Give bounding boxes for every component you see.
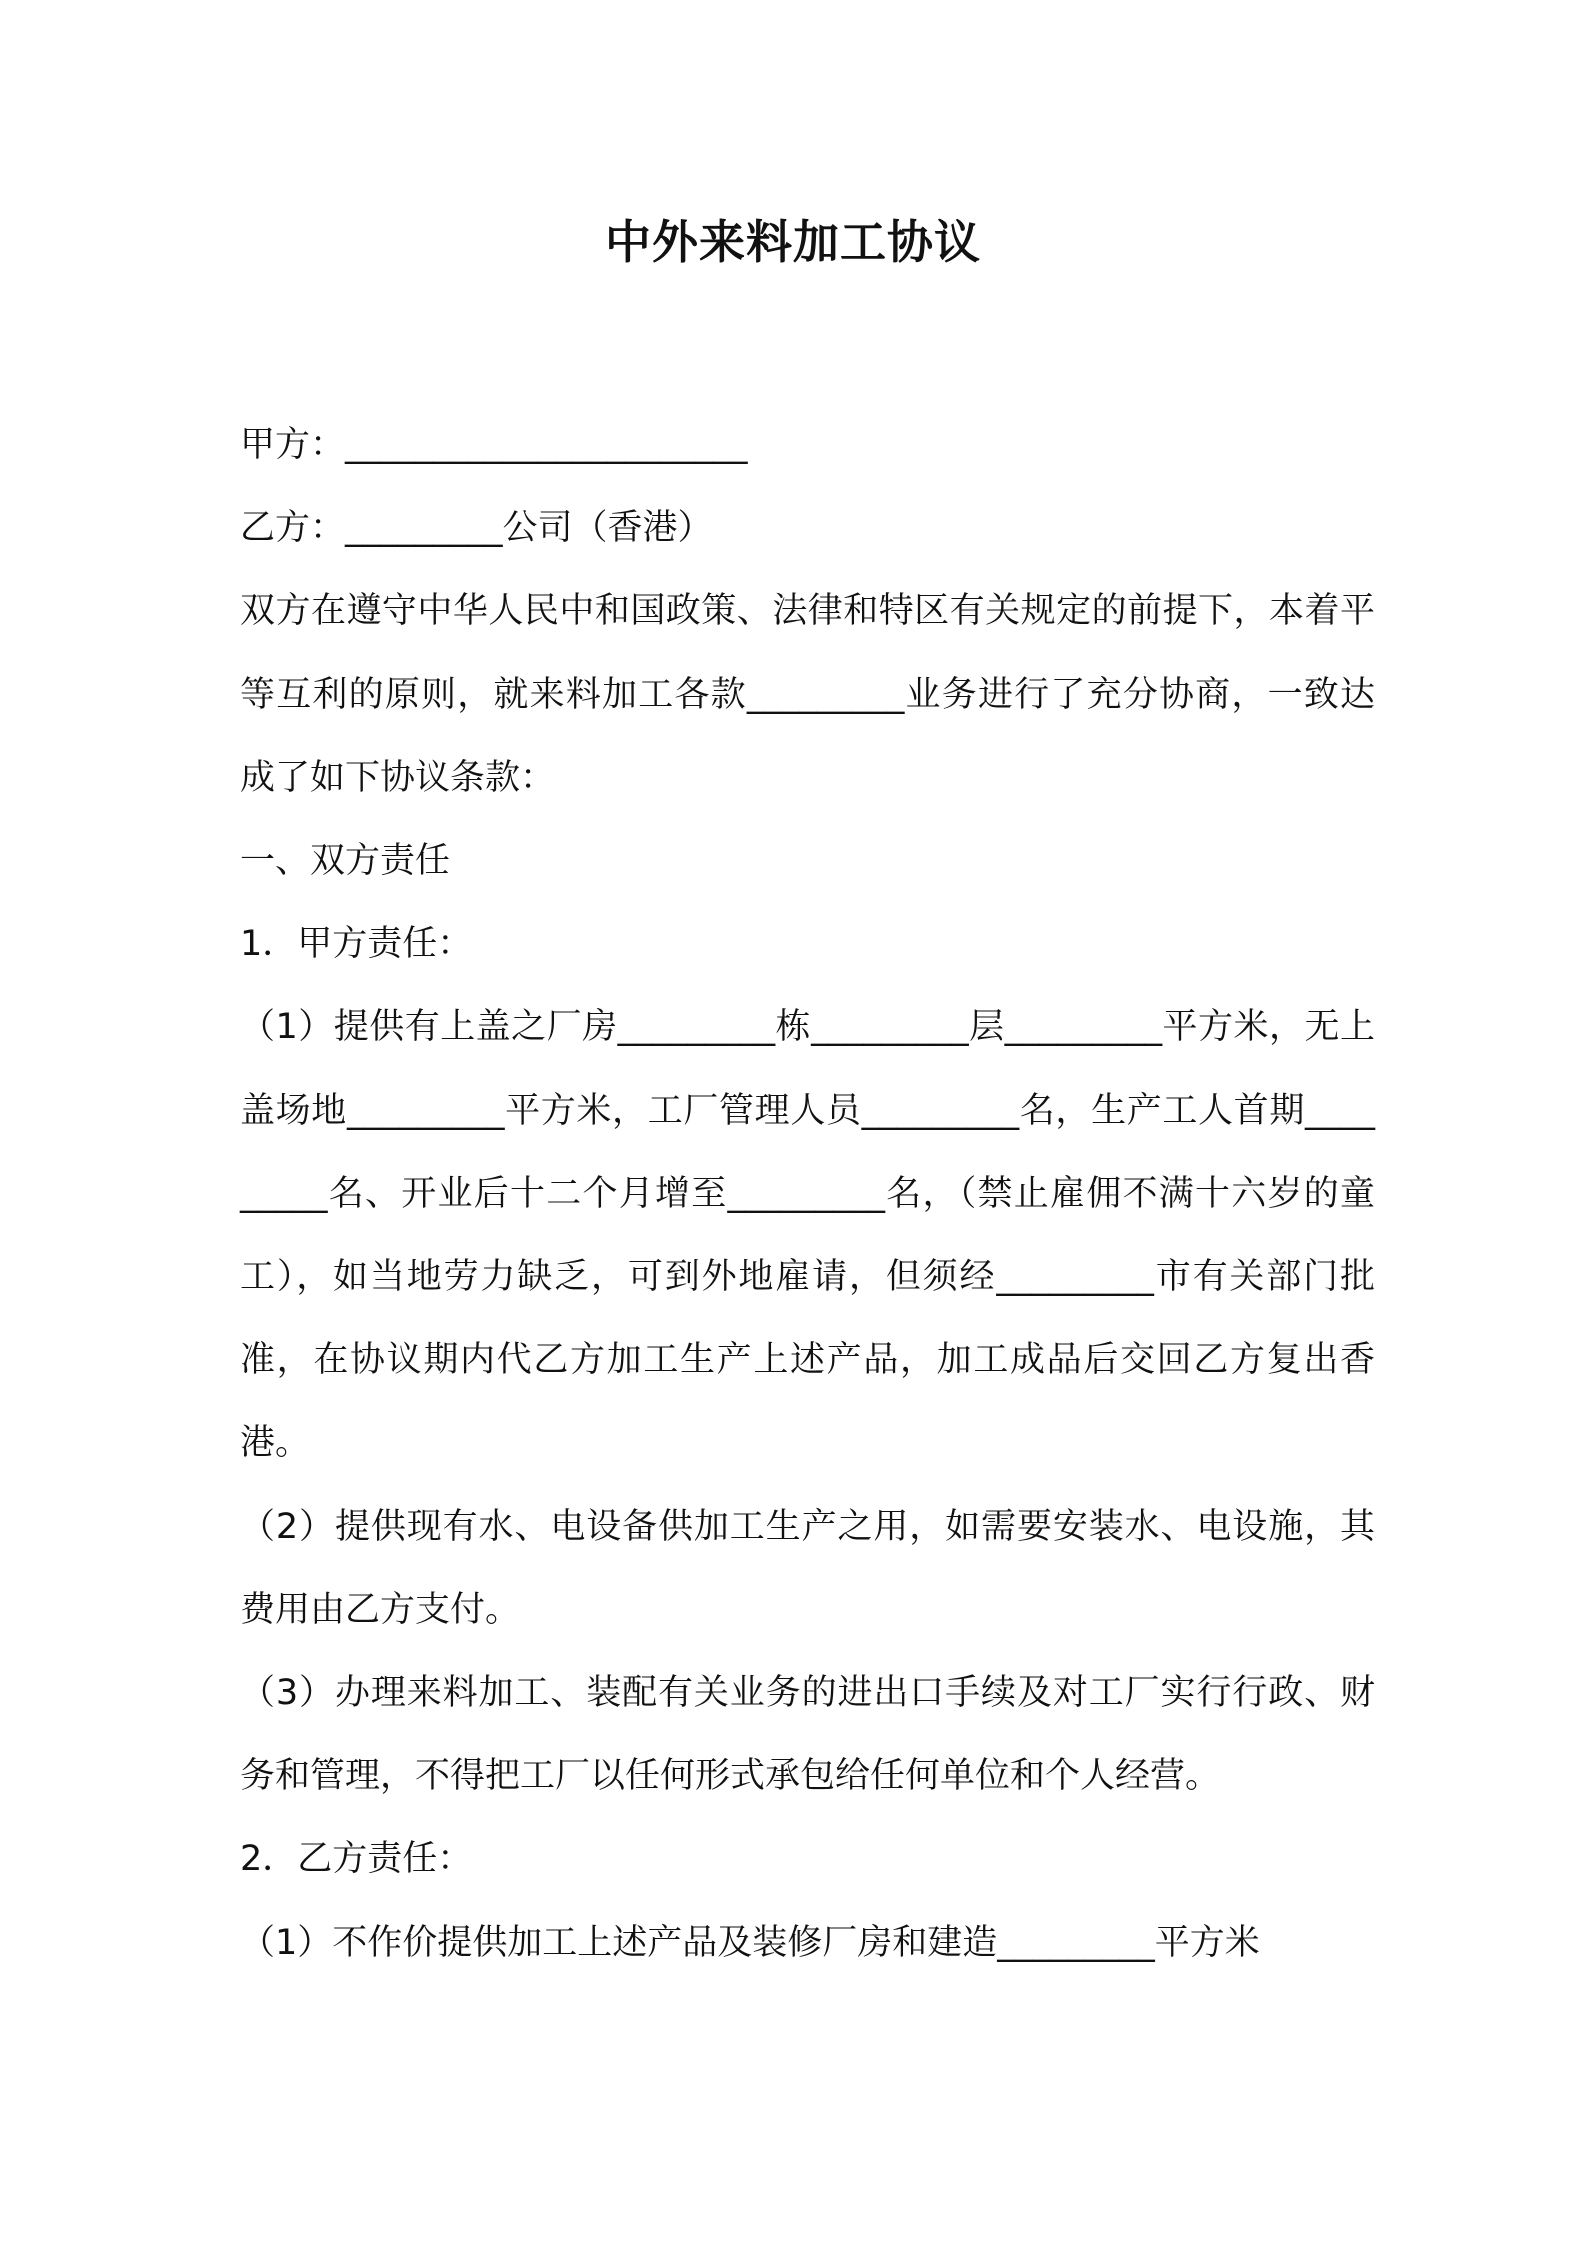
section-heading-responsibilities: 一、双方责任 bbox=[240, 841, 451, 882]
clause-party-b-1: （1）不作价提供加工上述产品及装修厂房和建造_________平方米 bbox=[240, 1922, 1260, 1963]
document-body bbox=[240, 404, 1375, 1985]
preamble-paragraph: 双方在遵守中华人民中和国政策、法律和特区有关规定的前提下，本着平等互利的原则，就来料加工各款_________业务进行了充分协商，一致达成了如下协议条款： bbox=[240, 591, 1375, 798]
subsection-heading-party-a: 1．甲方责任： bbox=[240, 924, 473, 965]
document-title: 中外来料加工协议 bbox=[605, 215, 981, 269]
clause-party-a-2: （2）提供现有水、电设备供加工生产之用，如需要安装水、电设施，其费用由乙方支付。 bbox=[240, 1506, 1375, 1630]
party-b-line: 乙方：_________公司（香港） bbox=[240, 508, 713, 549]
clause-party-a-1: （1）提供有上盖之厂房_________栋_________层_________平方米，无上盖场地_________平方米，工厂管理人员_________名，生产工人首期_________名、开业后十二个月增至_________名，（禁止雇佣不满十六岁的童工），如当地劳力缺乏，可到外地雇请，但须经_________市有关部门批准，在协议期内代乙方加工生产上述产品，加工成品后交回乙方复出香港。 bbox=[240, 1007, 1375, 1464]
subsection-heading-party-b: 2．乙方责任： bbox=[240, 1839, 473, 1880]
clause-party-a-3: （3）办理来料加工、装配有关业务的进出口手续及对工厂实行行政、财务和管理，不得把工厂以任何形式承包给任何单位和个人经营。 bbox=[240, 1673, 1375, 1797]
party-a-line: 甲方：_______________________ bbox=[240, 425, 748, 465]
